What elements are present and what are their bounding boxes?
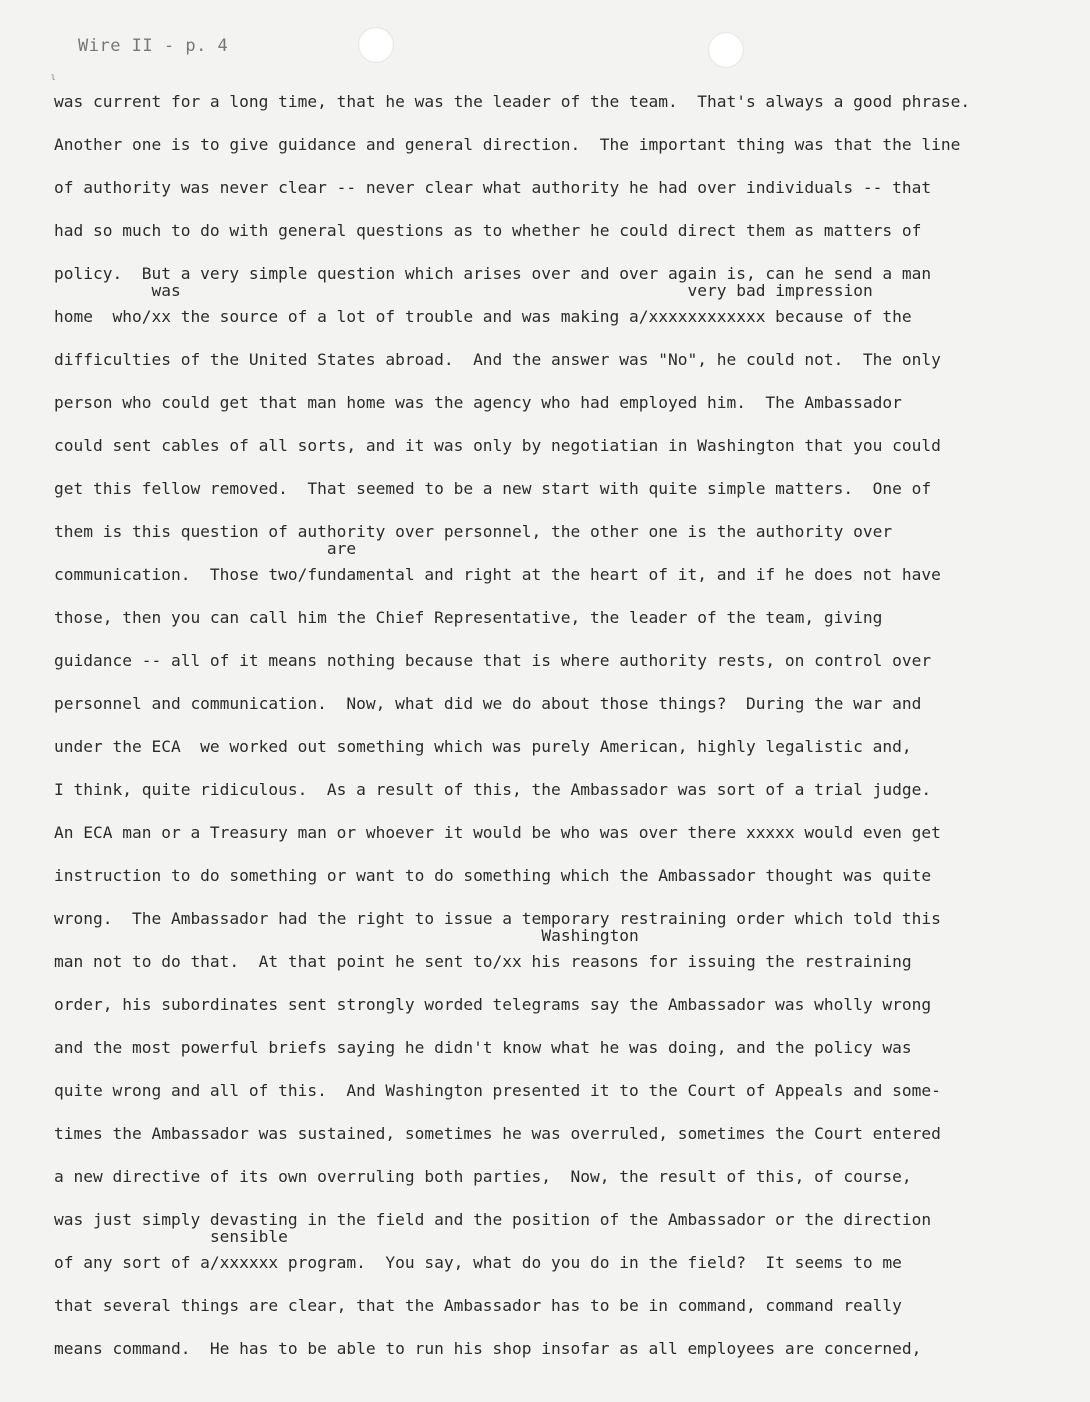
text-line [54, 993, 1064, 1036]
line-text: guidance -- all of it means nothing because that is where authority rests, on control over [54, 651, 932, 670]
line-text: communication. Those two/fundamental and right at the heart of it, and if he does not have [54, 565, 941, 584]
line-text: them is this question of authority over personnel, the other one is the authority over [54, 522, 893, 541]
line-text: those, then you can call him the Chief Representative, the leader of the team, giving [54, 608, 883, 627]
punch-hole-right [708, 32, 744, 68]
line-text: difficulties of the United States abroad. And the answer was "No", he could not. The only [54, 350, 941, 369]
text-line [54, 90, 1064, 133]
text-line [54, 1122, 1064, 1165]
line-text: man not to do that. At that point he sent to/xx his reasons for issuing the restraining [54, 952, 912, 971]
line-text: had so much to do with general questions as to whether he could direct them as matters of [54, 221, 922, 240]
text-line [54, 1208, 1064, 1251]
text-line [54, 477, 1064, 520]
line-text: and the most powerful briefs saying he didn't know what he was doing, and the policy was [54, 1038, 912, 1057]
text-line [54, 926, 1064, 993]
line-text: get this fellow removed. That seemed to be a new start with quite simple matters. One of [54, 479, 932, 498]
text-line [54, 539, 1064, 606]
line-text: under the ECA we worked out something which was purely American, highly legalistic and, [54, 737, 912, 756]
line-text: home who/xx the source of a lot of trouble and was making a/xxxxxxxxxxxx because of the [54, 307, 912, 326]
text-line [54, 1036, 1064, 1079]
line-text: order, his subordinates sent strongly worded telegrams say the Ambassador was wholly wrong [54, 995, 932, 1014]
text-line [54, 391, 1064, 434]
margin-mark: ι [50, 72, 57, 83]
text-line [54, 649, 1064, 692]
line-text: personnel and communication. Now, what did we do about those things? During the war and [54, 694, 922, 713]
text-line [54, 262, 1064, 305]
text-line [54, 1337, 1064, 1380]
line-text: I think, quite ridiculous. As a result of this, the Ambassador was sort of a trial judge. [54, 780, 932, 799]
text-line [54, 692, 1064, 735]
text-line [54, 1165, 1064, 1208]
text-line [54, 864, 1064, 907]
text-line [54, 821, 1064, 864]
line-text: of any sort of a/xxxxxx program. You say, what do you do in the field? It seems to me [54, 1253, 902, 1272]
line-text: times the Ambassador was sustained, sometimes he was overruled, sometimes the Court entered [54, 1124, 941, 1143]
line-text: quite wrong and all of this. And Washington presented it to the Court of Appeals and some- [54, 1081, 941, 1100]
text-line [54, 348, 1064, 391]
interlinear-insertion: sensible [209, 1227, 288, 1246]
text-line [54, 778, 1064, 821]
line-text: instruction to do something or want to do something which the Ambassador thought was quite [54, 866, 932, 885]
line-text: person who could get that man home was the agency who had employed him. The Ambassador [54, 393, 902, 412]
line-text: policy. But a very simple question which arises over and over again is, can he send a man [54, 264, 932, 283]
interlinear-insertion: are [326, 539, 357, 558]
text-line [54, 1079, 1064, 1122]
text-line [54, 219, 1064, 262]
text-line [54, 434, 1064, 477]
interlinear-insertion: Washington [541, 926, 639, 945]
text-line [54, 176, 1064, 219]
page-header: Wire II - p. 4 [78, 36, 229, 56]
line-text: wrong. The Ambassador had the right to issue a temporary restraining order which told this [54, 909, 941, 928]
line-text: means command. He has to be able to run his shop insofar as all employees are concerned, [54, 1339, 922, 1358]
line-text: could sent cables of all sorts, and it was only by negotiatian in Washington that you could [54, 436, 941, 455]
text-line [54, 606, 1064, 649]
punch-hole-left [358, 27, 394, 63]
line-text: An ECA man or a Treasury man or whoever it would be who was over there xxxxx would even get [54, 823, 941, 842]
text-line [54, 281, 1064, 348]
interlinear-insertion: was [151, 281, 181, 300]
line-text: that several things are clear, that the Ambassador has to be in command, command really [54, 1296, 902, 1315]
text-line [54, 1227, 1064, 1294]
interlinear-insertion: very bad impression [687, 281, 873, 300]
line-text: Another one is to give guidance and general direction. The important thing was that the line [54, 135, 961, 154]
line-text: was current for a long time, that he was the leader of the team. That's always a good phrase. [54, 92, 971, 111]
line-text: a new directive of its own overruling both parties, Now, the result of this, of course, [54, 1167, 912, 1186]
document-body [54, 90, 1064, 1380]
text-line [54, 735, 1064, 778]
text-line [54, 1294, 1064, 1337]
text-line [54, 520, 1064, 563]
line-text: of authority was never clear -- never clear what authority he had over individuals -- that [54, 178, 932, 197]
text-line [54, 133, 1064, 176]
line-text: was just simply devasting in the field and the position of the Ambassador or the direction [54, 1210, 932, 1229]
